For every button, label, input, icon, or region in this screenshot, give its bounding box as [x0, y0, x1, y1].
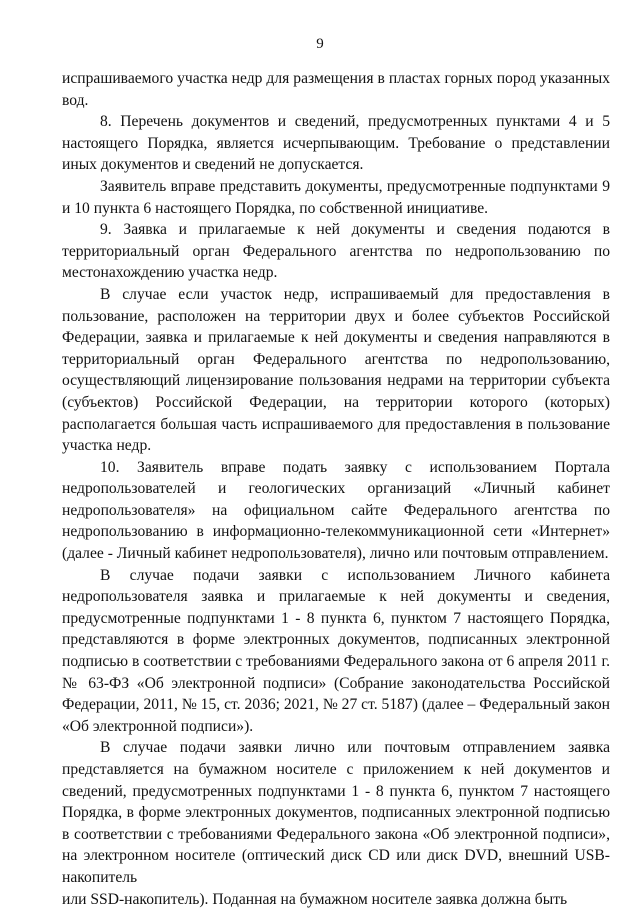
paragraph-item-10: 10. Заявитель вправе подать заявку с использованием Портала недропользователей и геологических организаций «Личный кабинет недропользователя» на официальном сайте Федерального агентства по недропользованию в информационно-телекоммуникационной сети «Интернет» (далее - Личный кабинет недропользователя), лично или почтовым отправлением.: [62, 458, 610, 563]
paragraph-multiple-subjects: В случае если участок недр, испрашиваемый для предоставления в пользование, расположен на территории двух и более субъектов Российской Федерации, заявка и прилагаемые к ней документы и сведения направляются в территориальный орган Федерального агентства по недропользованию, осуществляющий лицензирование пользования недрами на территории субъекта (субъектов) Российской Федерации, на территории которого (которых) располагается большая часть испрашиваемого для предоставления в пользование участка недр.: [62, 285, 610, 455]
paragraph-item-8: 8. Перечень документов и сведений, предусмотренных пунктами 4 и 5 настоящего Порядка, является исчерпывающим. Требование о представлении иных документов и сведений не допускается.: [62, 113, 610, 174]
paragraph-continuation: испрашиваемого участка недр для размещения в пластах горных пород указанных вод.: [62, 70, 610, 109]
paragraph-paper-submission: В случае подачи заявки лично или почтовым отправлением заявка представляется на бумажном носителе с приложением к ней документов и сведений, предусмотренных подпунктами 1 - 8 пункта 6, пунктом 7 настоящего Порядка, в форме электронных документов, подписанных электронной подписью в соответствии с требованиями Федерального закона «Об электронной подписи», на электронном носителе (оптический диск CD или диск DVD, внешний USB-накопитель: [62, 739, 610, 886]
page-number: 9: [316, 36, 324, 52]
paragraph-item-9: 9. Заявка и прилагаемые к ней документы и сведения подаются в территориальный орган Федерального агентства по недропользованию по местонахождению участка недр.: [62, 221, 610, 282]
document-body: [62, 68, 610, 910]
paragraph-applicant-initiative: Заявитель вправе представить документы, предусмотренные подпунктами 9 и 10 пункта 6 настоящего Порядка, по собственной инициативе.: [62, 177, 610, 217]
paragraph-electronic-submission: В случае подачи заявки с использованием Личного кабинета недропользователя заявка и прилагаемые к ней документы и сведения, предусмотренные подпунктами 1 - 8 пункта 6, пунктом 7 настоящего Порядка, представляются в форме электронных документов, подписанных электронной подписью в соответствии с требованиями Федерального закона от 6 апреля 2011 г. № 63-ФЗ «Об электронной подписи» (Собрание законодательства Российской Федерации, 2011, № 15, ст. 2036; 2021, № 27 ст. 5187) (далее – Федеральный закон «Об электронной подписи»).: [62, 566, 610, 735]
paragraph-paper-submission-tail: или SSD-накопитель). Поданная на бумажном носителе заявка должна быть: [62, 890, 568, 908]
